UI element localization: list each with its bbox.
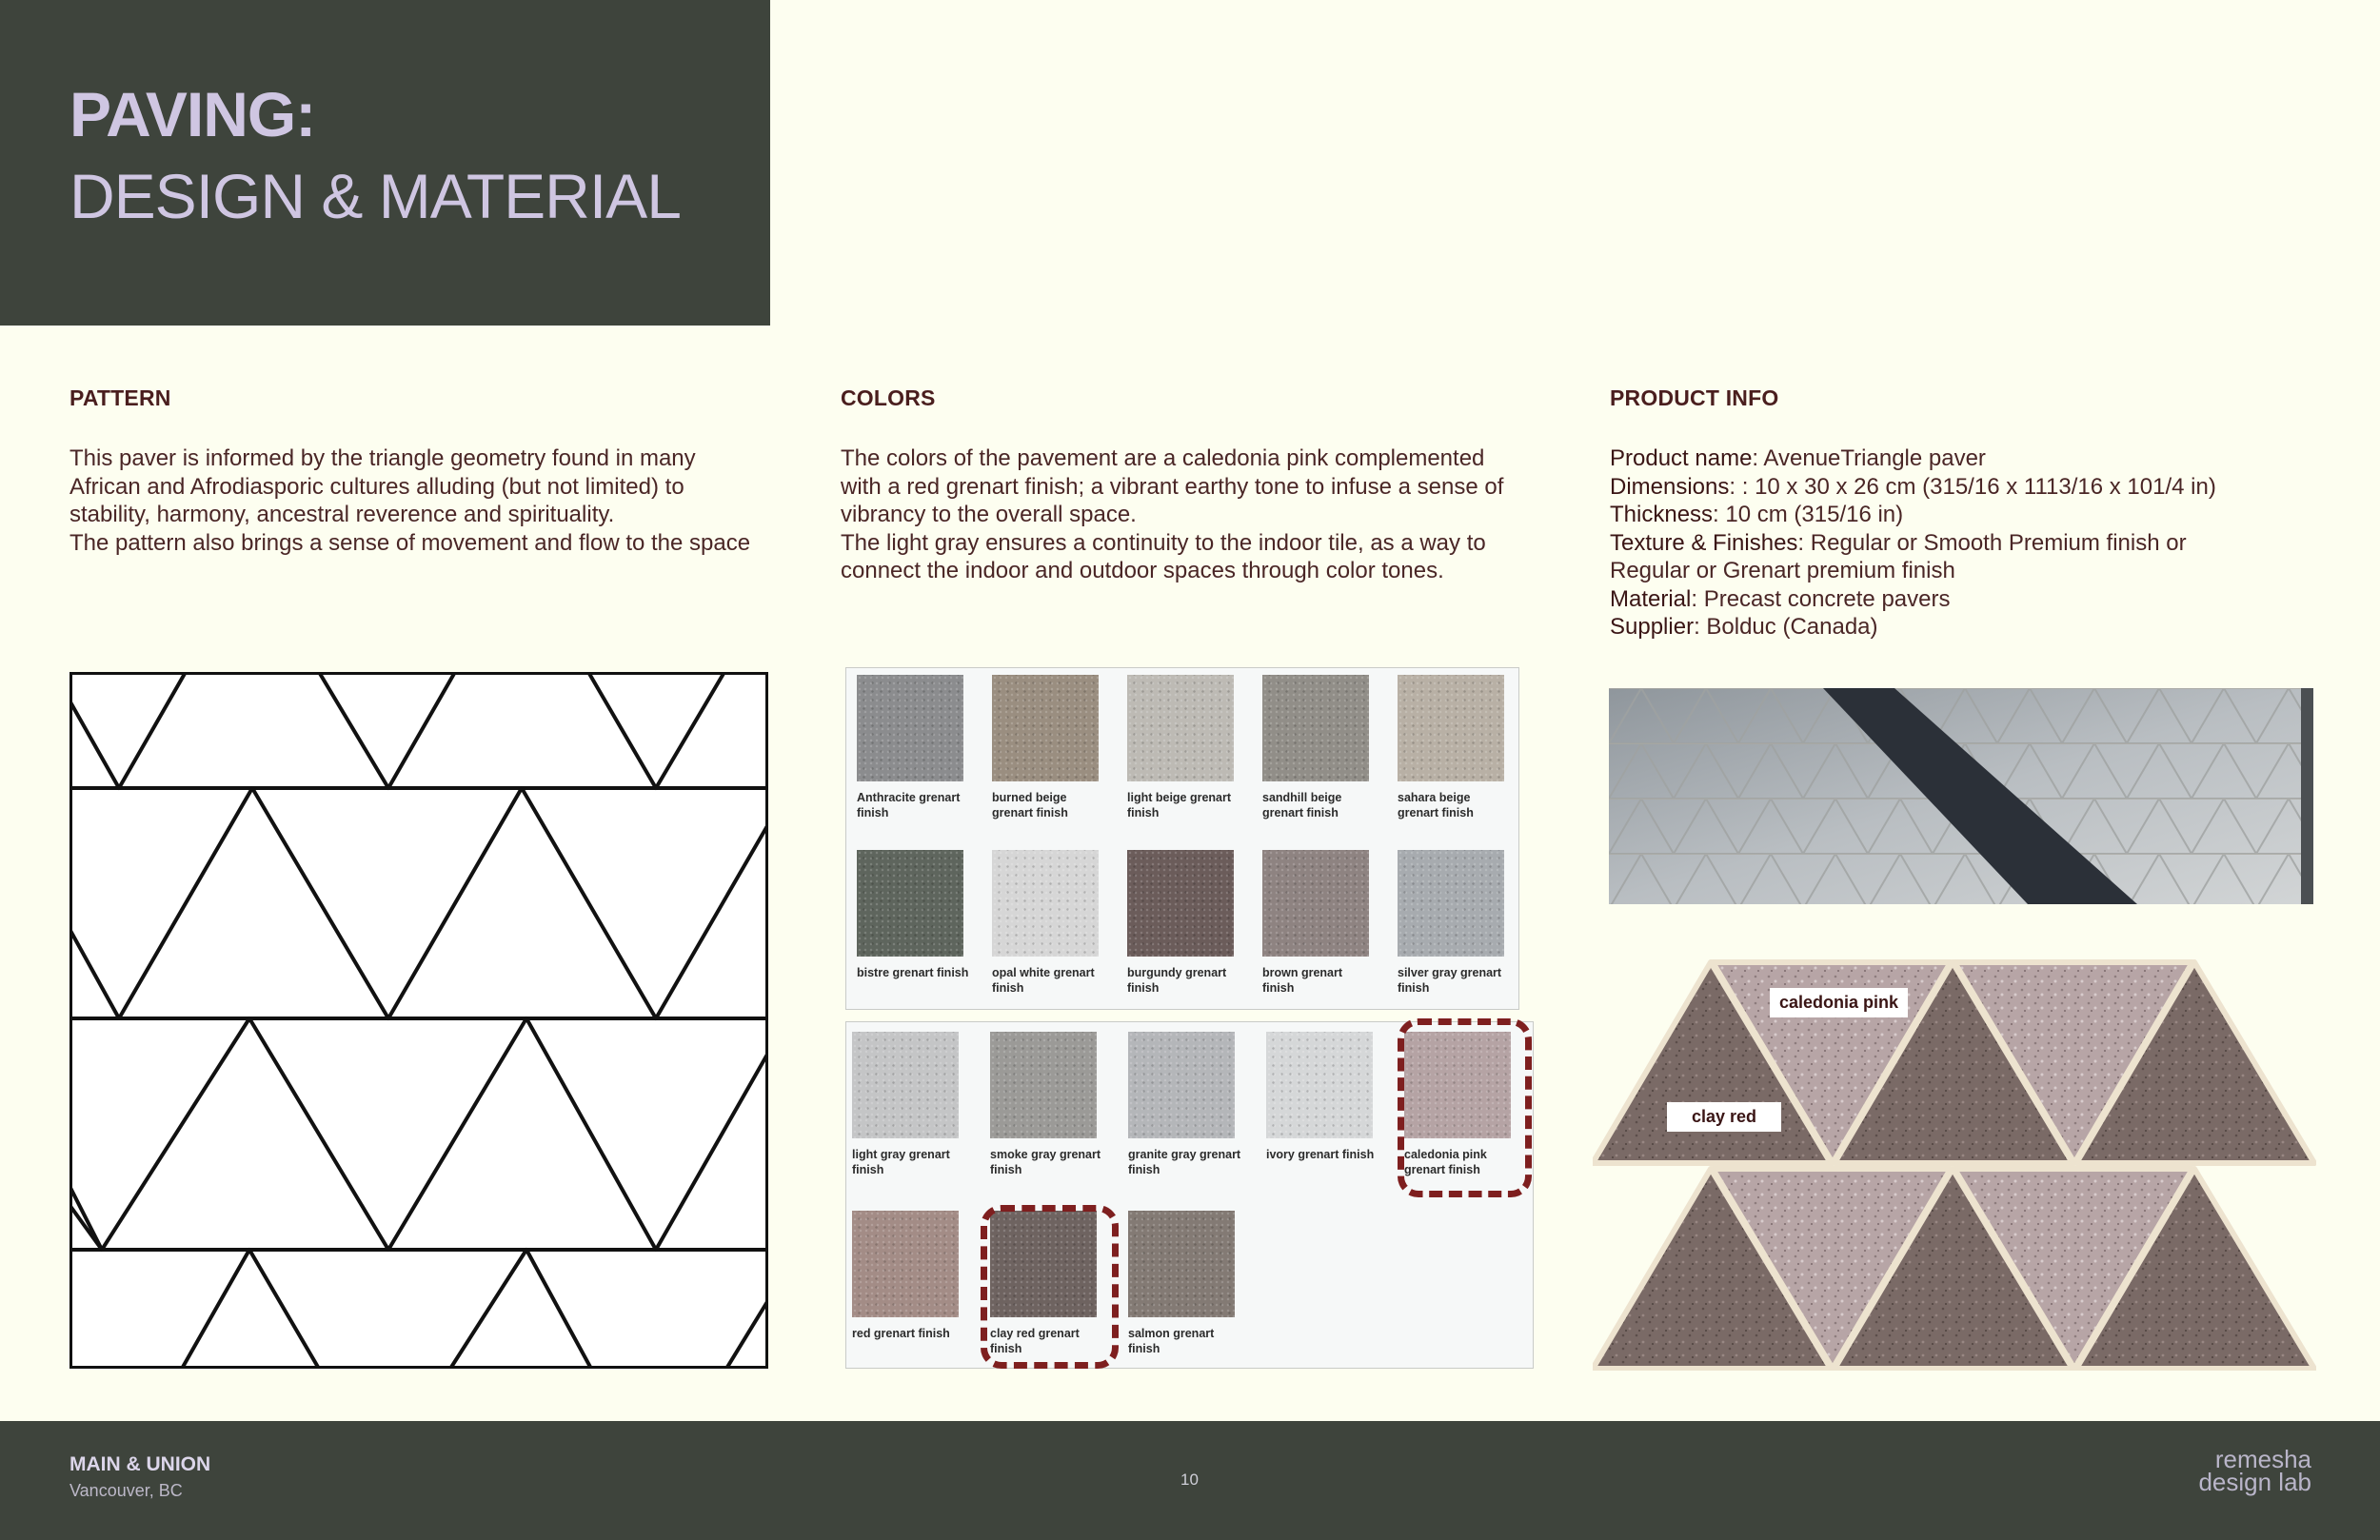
dimensions-label: Dimensions bbox=[1610, 473, 1730, 500]
swatch-label: opal white grenart finish bbox=[992, 966, 1095, 995]
colors-line: with a red grenart finish; a vibrant earthy tone to infuse a sense of bbox=[841, 473, 1504, 500]
color-swatch bbox=[992, 850, 1099, 957]
supplier-label: Supplier bbox=[1610, 614, 1695, 640]
swatch-label: red grenart finish bbox=[852, 1327, 950, 1340]
clay-red-highlight bbox=[981, 1205, 1119, 1369]
logo-line-2: design lab bbox=[2198, 1468, 2311, 1496]
colors-line: vibrancy to the overall space. bbox=[841, 502, 1137, 527]
caledonia-pink-highlight bbox=[1398, 1018, 1532, 1197]
product-row bbox=[1610, 585, 2333, 614]
title-block bbox=[0, 0, 770, 326]
swatch-label: caledonia pink grenart finish bbox=[1404, 1148, 1487, 1176]
material-label: Material bbox=[1610, 585, 1692, 612]
color-swatch bbox=[1262, 675, 1369, 781]
color-swatch bbox=[1127, 675, 1234, 781]
product-name-label: Product name bbox=[1610, 445, 1753, 471]
color-swatch bbox=[990, 1032, 1097, 1138]
swatch-label: bistre grenart finish bbox=[857, 966, 969, 979]
product-row bbox=[1610, 444, 2333, 473]
supplier-value: : Bolduc (Canada) bbox=[1694, 614, 1878, 640]
color-swatch bbox=[1128, 1211, 1235, 1317]
pattern-line: African and Afrodiasporic cultures alluding (but not limited) to bbox=[69, 473, 684, 500]
page-subtitle: DESIGN & MATERIAL bbox=[69, 161, 681, 231]
triangle-paver-arrangement bbox=[1593, 959, 2316, 1371]
color-swatch bbox=[1128, 1032, 1235, 1138]
color-swatch bbox=[992, 675, 1099, 781]
swatch-label: brown grenart finish bbox=[1262, 966, 1343, 995]
swatch-label: burned beige grenart finish bbox=[992, 791, 1068, 819]
dimensions-value: : : 10 x 30 x 26 cm (315/16 x 1113/16 x 101/4 in) bbox=[1729, 473, 2216, 500]
colors-line: connect the indoor and outdoor spaces through color tones. bbox=[841, 558, 1444, 583]
product-row bbox=[1610, 557, 2333, 585]
product-section bbox=[1610, 385, 2333, 642]
triangle-pattern-drawing bbox=[69, 672, 768, 1369]
colors-section bbox=[841, 385, 1526, 585]
swatch-panel-top bbox=[845, 667, 1519, 1010]
logo-line-1: remesha bbox=[2214, 1445, 2311, 1473]
clay-red-tag: clay red bbox=[1667, 1102, 1781, 1132]
swatch-label: smoke gray grenart finish bbox=[990, 1148, 1101, 1176]
texture-value-cont: Regular or Grenart premium finish bbox=[1610, 558, 1955, 583]
swatch-label: silver gray grenart finish bbox=[1398, 966, 1502, 995]
swatch-label: granite gray grenart finish bbox=[1128, 1148, 1241, 1176]
pattern-section bbox=[69, 385, 755, 557]
texture-label: Texture & Finishes bbox=[1610, 529, 1798, 556]
colors-heading: COLORS bbox=[841, 385, 936, 410]
thickness-value: : 10 cm (315/16 in) bbox=[1713, 502, 1904, 527]
swatch-label: sahara beige grenart finish bbox=[1398, 791, 1474, 819]
page-number: 10 bbox=[1180, 1471, 1199, 1489]
thickness-label: Thickness bbox=[1610, 502, 1714, 527]
material-value: : Precast concrete pavers bbox=[1691, 585, 1951, 612]
swatch-label: ivory grenart finish bbox=[1266, 1148, 1375, 1161]
project-city: Vancouver, BC bbox=[69, 1481, 183, 1500]
caledonia-pink-tag: caledonia pink bbox=[1770, 988, 1908, 1017]
color-swatch bbox=[852, 1032, 959, 1138]
product-name-value: : AvenueTriangle paver bbox=[1752, 445, 1986, 471]
swatch-label: salmon grenart finish bbox=[1128, 1327, 1215, 1355]
pattern-line: The pattern also brings a sense of movement and flow to the space bbox=[69, 529, 751, 556]
swatch-label: Anthracite grenart finish bbox=[857, 791, 961, 819]
page-title: PAVING: bbox=[69, 79, 316, 149]
swatch-label: light beige grenart finish bbox=[1127, 791, 1232, 819]
texture-value: : Regular or Smooth Premium finish or bbox=[1797, 529, 2187, 556]
project-name: MAIN & UNION bbox=[69, 1453, 211, 1475]
swatch-label: burgundy grenart finish bbox=[1127, 966, 1227, 995]
paver-installation-photo bbox=[1609, 688, 2313, 904]
colors-line: The light gray ensures a continuity to the indoor tile, as a way to bbox=[841, 529, 1486, 556]
color-swatch bbox=[1398, 850, 1504, 957]
pattern-heading: PATTERN bbox=[69, 385, 171, 410]
color-swatch bbox=[852, 1211, 959, 1317]
color-swatch bbox=[857, 675, 963, 781]
pattern-line: This paver is informed by the triangle geometry found in many bbox=[69, 445, 696, 471]
swatch-label: clay red grenart finish bbox=[990, 1327, 1080, 1355]
product-heading: PRODUCT INFO bbox=[1610, 385, 1779, 410]
color-swatch bbox=[857, 850, 963, 957]
color-swatch bbox=[1266, 1032, 1373, 1138]
footer bbox=[0, 1421, 2380, 1540]
product-row bbox=[1610, 529, 2333, 558]
product-row bbox=[1610, 501, 2333, 529]
color-swatch bbox=[1398, 675, 1504, 781]
colors-line: The colors of the pavement are a caledonia pink complemented bbox=[841, 445, 1485, 471]
studio-logo bbox=[2198, 1445, 2311, 1496]
product-row bbox=[1610, 473, 2333, 502]
pattern-line: stability, harmony, ancestral reverence and spirituality. bbox=[69, 502, 615, 527]
color-swatch bbox=[1262, 850, 1369, 957]
swatch-label: sandhill beige grenart finish bbox=[1262, 791, 1342, 819]
swatch-label: light gray grenart finish bbox=[852, 1148, 950, 1176]
color-swatch bbox=[1127, 850, 1234, 957]
product-row bbox=[1610, 613, 2333, 642]
